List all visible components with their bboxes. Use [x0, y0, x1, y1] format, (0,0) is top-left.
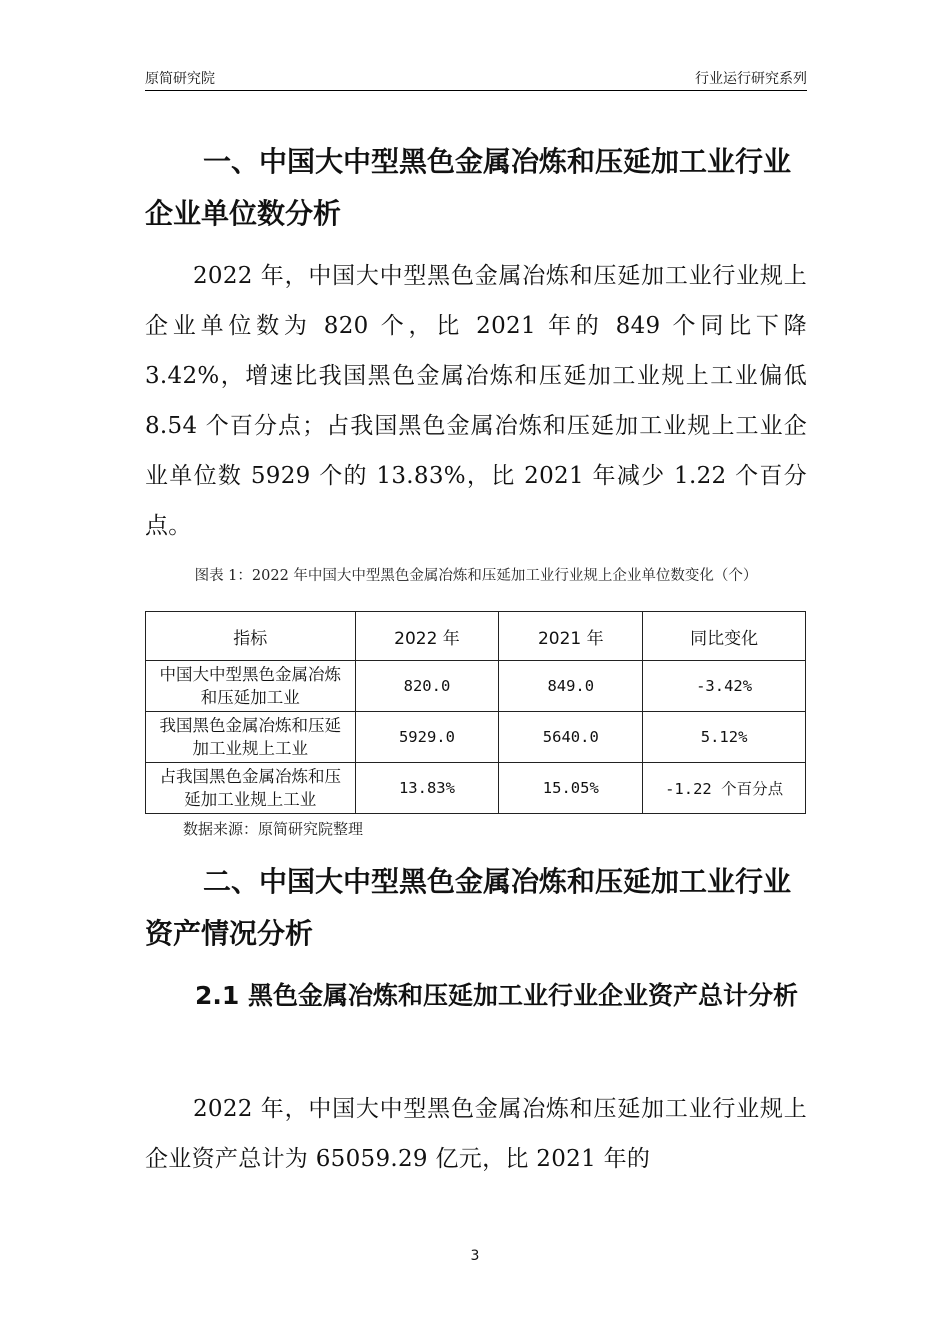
table-header-cell: 同比变化 — [643, 612, 806, 661]
enterprise-count-table — [145, 611, 806, 814]
table-header-row — [146, 612, 806, 661]
table-header-cell: 2021 年 — [499, 612, 643, 661]
table-row-label: 我国黑色金属冶炼和压延加工业规上工业 — [146, 712, 356, 763]
table-row — [146, 661, 806, 712]
table-row — [146, 763, 806, 814]
table-cell-2021: 849.0 — [499, 661, 643, 712]
table-row-label: 占我国黑色金属冶炼和压延加工业规上工业 — [146, 763, 356, 814]
table-cell-2022: 820.0 — [355, 661, 499, 712]
table-row-label: 中国大中型黑色金属冶炼和压延加工业 — [146, 661, 356, 712]
table-cell-2021: 5640.0 — [499, 712, 643, 763]
table-row — [146, 712, 806, 763]
table-cell-2022: 13.83% — [355, 763, 499, 814]
section2-1-subheading: 2.1 黑色金属冶炼和压延加工业行业企业资产总计分析 — [195, 981, 798, 1010]
section2-paragraph: 2022 年，中国大中型黑色金属冶炼和压延加工业行业规上企业资产总计为 65059.29 亿元，比 2021 年的 — [145, 1096, 807, 1172]
page-header — [145, 66, 807, 91]
table-cell-yoy: -1.22 个百分点 — [643, 763, 806, 814]
section1-heading: 一、中国大中型黑色金属冶炼和压延加工业行业企业单位数分析 — [145, 145, 792, 230]
header-org-name: 原简研究院 — [145, 71, 215, 87]
section2-heading: 二、中国大中型黑色金属冶炼和压延加工业行业资产情况分析 — [145, 865, 792, 950]
table-cell-yoy: 5.12% — [643, 712, 806, 763]
table-caption: 图表 1：2022 年中国大中型黑色金属冶炼和压延加工业行业规上企业单位数变化（个） — [194, 568, 758, 584]
section1-paragraph: 2022 年，中国大中型黑色金属冶炼和压延加工业行业规上企业单位数为 820 个，比 2021 年的 849 个同比下降 3.42%，增速比我国黑色金属冶炼和压延加工业规上工业偏低 8.54 个百分点；占我国黑色金属冶炼和压延加工业规上工业企业单位数 5929 个的 13.83%，比 2021 年减少 1.22 个百分点。 — [145, 263, 807, 539]
table-source-note: 数据来源：原简研究院整理 — [183, 820, 364, 838]
table-header-cell: 2022 年 — [355, 612, 499, 661]
table-cell-2022: 5929.0 — [355, 712, 499, 763]
header-series-name: 行业运行研究系列 — [695, 71, 807, 87]
table-cell-yoy: -3.42% — [643, 661, 806, 712]
table-header-cell: 指标 — [146, 612, 356, 661]
page-number: 3 — [470, 1248, 480, 1264]
table-cell-2021: 15.05% — [499, 763, 643, 814]
